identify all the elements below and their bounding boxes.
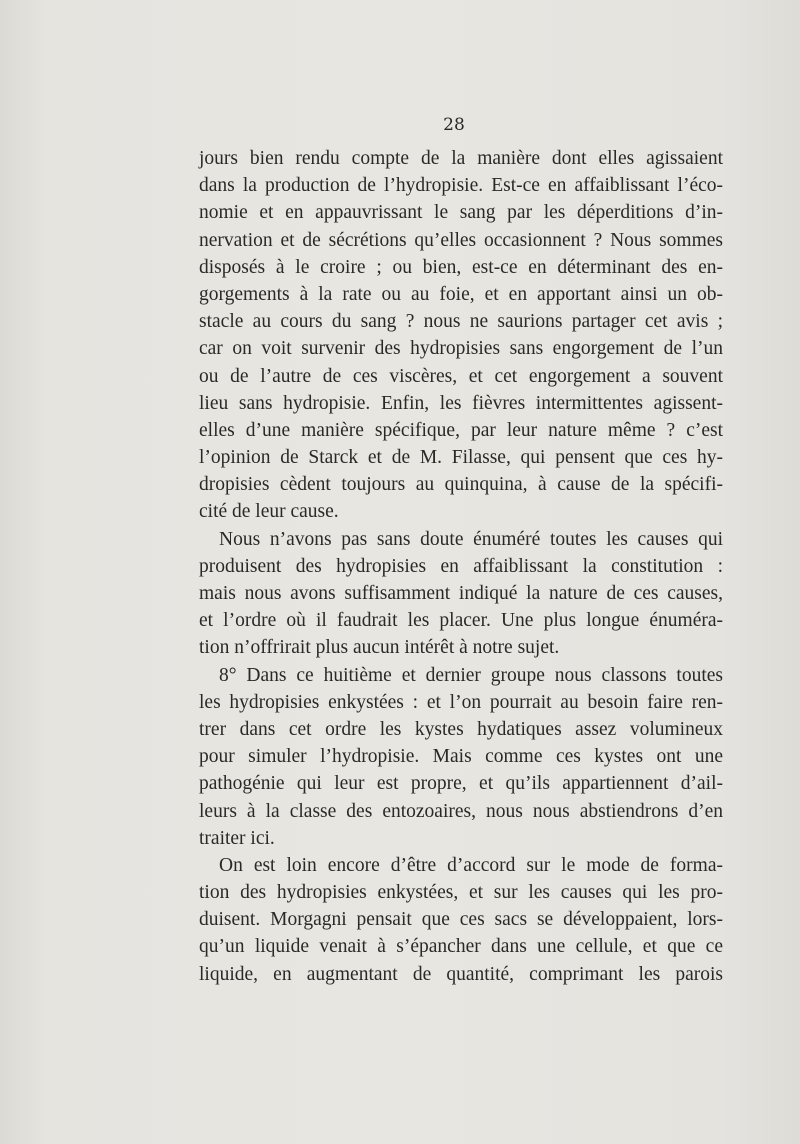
text-line: pathogénie qui leur est propre, et qu’ils appartiennent d’ail- [199, 773, 723, 795]
text-line: et l’ordre où il faudrait les placer. Une plus longue énuméra- [199, 610, 723, 632]
text-line: leurs à la classe des entozoaires, nous nous abstiendrons d’en [199, 800, 723, 822]
text-line: tion n’offrirait plus aucun intérêt à notre sujet. [199, 637, 560, 659]
text-line: mais nous avons suffisamment indiqué la nature de ces causes, [199, 583, 723, 604]
text-line: trer dans cet ordre les kystes hydatiques assez volumineux [199, 718, 723, 740]
text-line: dans la production de l’hydropisie. Est-ce en affaiblissant l’éco- [199, 175, 723, 197]
text-line: duisent. Morgagni pensait que ces sacs se développaient, lors- [199, 909, 723, 931]
text-line: traiter ici. [199, 827, 275, 849]
text-line: On est loin encore d’être d’accord sur le mode de forma- [219, 854, 723, 876]
text-line: pour simuler l’hydropisie. Mais comme ces kystes ont une [199, 746, 723, 768]
text-line: liquide, en augmentant de quantité, comprimant les parois [199, 963, 723, 985]
text-line: cité de leur cause. [199, 501, 339, 523]
text-line: gorgements à la rate ou au foie, et en apportant ainsi un ob- [199, 283, 723, 305]
body-text [199, 145, 723, 988]
text-line: Nous n’avons pas sans doute énuméré toutes les causes qui [219, 528, 723, 550]
text-line: jours bien rendu compte de la manière dont elles agissaient [199, 148, 723, 169]
page-number: 28 [443, 115, 465, 135]
text-line: 8° Dans ce huitième et dernier groupe nous classons toutes [219, 664, 723, 686]
text-line: les hydropisies enkystées : et l’on pourrait au besoin faire ren- [199, 691, 723, 713]
text-line: qu’un liquide venait à s’épancher dans une cellule, et que ce [199, 936, 723, 958]
text-line: lieu sans hydropisie. Enfin, les fièvres intermittentes agissent- [199, 392, 723, 414]
text-line: disposés à le croire ; ou bien, est-ce en déterminant des en- [199, 256, 723, 278]
text-line: ou de l’autre de ces viscères, et cet engorgement a souvent [199, 365, 723, 387]
text-line: dropisies cèdent toujours au quinquina, à cause de la spécifi- [199, 474, 723, 496]
text-line: car on voit survenir des hydropisies sans engorgement de l’un [199, 338, 723, 360]
text-line: tion des hydropisies enkystées, et sur les causes qui les pro- [199, 882, 723, 904]
text-line: stacle au cours du sang ? nous ne saurions partager cet avis ; [199, 311, 723, 333]
text-line: elles d’une manière spécifique, par leur nature même ? c’est [199, 419, 723, 441]
text-line: nomie et en appauvrissant le sang par les déperditions d’in- [199, 202, 723, 224]
text-line: produisent des hydropisies en affaiblissant la constitution : [199, 555, 723, 577]
text-line: nervation et de sécrétions qu’elles occasionnent ? Nous sommes [199, 229, 723, 251]
text-line: l’opinion de Starck et de M. Filasse, qui pensent que ces hy- [199, 447, 723, 469]
